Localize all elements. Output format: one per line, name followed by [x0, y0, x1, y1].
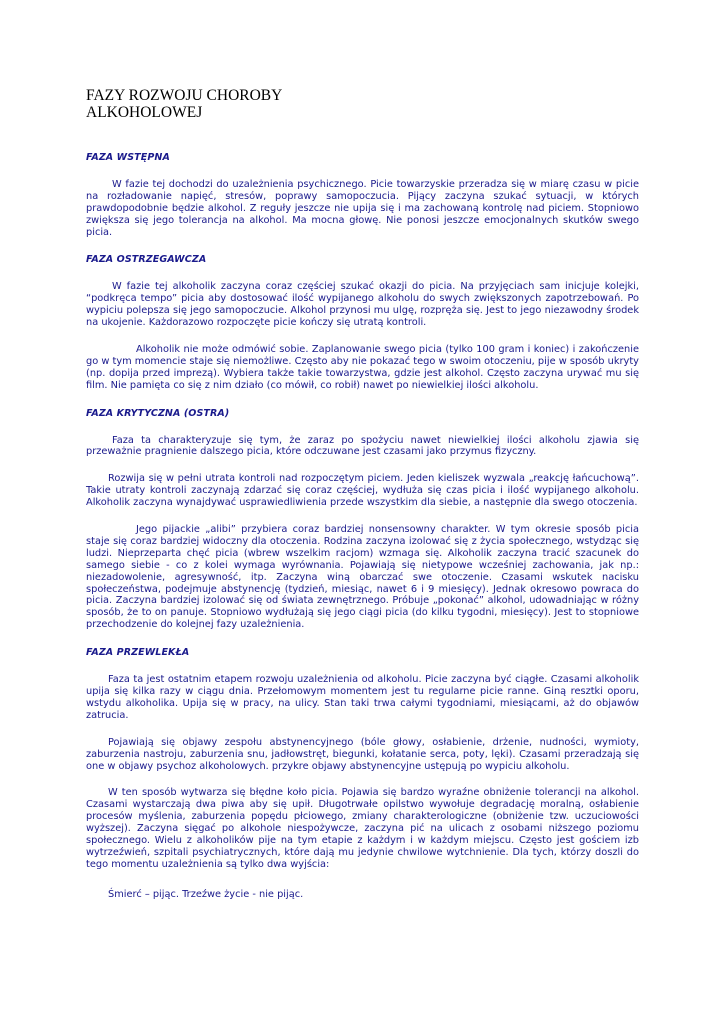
section-faza-wstepna: [86, 152, 639, 238]
document-page: [86, 87, 639, 916]
section-faza-krytyczna: [86, 408, 639, 632]
paragraph: Faza ta jest ostatnim etapem rozwoju uzależnienia od alkoholu. Picie zaczyna być ciągłe. Czasami alkoholik upija się kilka razy w ciągu dnia. Przełomowym momentem jest tu regularne picie ranne. Giną resztki oporu, wstydu alkoholika. Upija się w pracy, na ulicy. Stan taki trwa całymi tygodniami, miesiącami, aż do objawów zatrucia.: [86, 674, 639, 721]
paragraph: Rozwija się w pełni utrata kontroli nad rozpoczętym piciem. Jeden kieliszek wyzwala „reakcję łańcuchową”. Takie utraty kontroli zaczynają zdarzać się coraz częściej, wydłuża się czas picia i ilość wypijanego alkoholu. Alkoholik zaczyna wynajdywać usprawiedliwienia przede wszystkim dla siebie, a następnie dla swego otoczenia.: [86, 473, 639, 509]
paragraph: Jego pijackie „alibi” przybiera coraz bardziej nonsensowny charakter. W tym okresie sposób picia staje się coraz bardziej widoczny dla otoczenia. Rodzina zaczyna izolować się z życia społecznego, wstydząc się ludzi. Nieprzeparta chęć picia (wbrew wszelkim racjom) wzmaga się. Alkoholik zaczyna tracić szacunek do samego siebie - co z kolei wymaga wyrównania. Pojawiają się nietypowe wcześniej zachowania, jak np.: niezadowolenie, agresywność, itp. Zaczyna winą obarczać swe otoczenie. Czasami wskutek nacisku społeczeństwa, podejmuje abstynencję (tydzień, miesiąc, nawet 6 i 9 miesięcy). Jednak okresowo powraca do picia. Zaczyna bardziej izolować się od świata zewnętrznego. Próbuje „pokonać” alkohol, udowadniając w różny sposób, że to on panuje. Stopniowo wydłużają się jego ciągi picia (do kilku tygodni, miesięcy). Jest to stopniowe przechodzenie do kolejnej fazy uzależnienia.: [86, 524, 639, 631]
section-heading: FAZA KRYTYCZNA (OSTRA): [86, 407, 230, 419]
section-faza-ostrzegawcza: [86, 254, 639, 391]
paragraph: W fazie tej dochodzi do uzależnienia psychicznego. Picie towarzyskie przeradza się w miarę czasu w picie na rozładowanie napięć, stresów, poprawy samopoczucia. Pijący zaczyna szukać sytuacji, w których prawdopodobnie będzie alkohol. Z reguły jeszcze nie upija się i ma zachowaną kontrolę nad piciem. Stopniowo zwiększa się jego tolerancja na alkohol. Ma mocna głowę. Nie ponosi jeszcze emocjonalnych skutków swego picia.: [86, 178, 639, 238]
section-heading: FAZA OSTRZEGAWCZA: [86, 254, 207, 266]
section-heading: FAZA WSTĘPNA: [86, 152, 170, 163]
paragraph: W fazie tej alkoholik zaczyna coraz częściej szukać okazji do picia. Na przyjęciach sam inicjuje kolejki, “podkręca tempo” picia aby dostosować ilość wypijanego alkoholu do swych zwiększonych zapotrzebowań. Po wypiciu polepsza się jego samopoczucie. Alkohol przynosi mu ulgę, rozpręża się. Jest to jego niezawodny środek na ukojenie. Każdorazowo rozpoczęte picie kończy się utratą kontroli.: [86, 281, 639, 329]
paragraph: W ten sposób wytwarza się błędne koło picia. Pojawia się bardzo wyraźne obniżenie tolerancji na alkohol. Czasami wystarczają dwa piwa aby się upił. Długotrwałe opilstwo wywołuje degradację moralną, osłabienie procesów myślenia, zaburzenia popędu płciowego, zmiany charakterologiczne (obniżenie tzw. uczuciowości wyższej). Zaczyna sięgać po alkohole niespożywcze, zaczyna pić na ulicach z osobami niższego poziomu społecznego. Wielu z alkoholików pije na tym etapie z każdym i w każdym miejscu. Często jest gościem izb wytrzeźwień, szpitali psychiatrycznych, które dają mu jedynie chwilowe wytchnienie. Dla tych, którzy doszli do tego momentu uzależnienia są tylko dwa wyjścia:: [86, 787, 639, 870]
paragraph: Alkoholik nie może odmówić sobie. Zaplanowanie swego picia (tylko 100 gram i koniec) i zakończenie go w tym momencie staje się niemożliwe. Często aby nie pokazać tego w swoim otoczeniu, pije w sposób ukryty (np. dopija przed imprezą). Wybiera także takie towarzystwa, gdzie jest alkohol. Często zaczyna urywać mu się film. Nie pamięta co się z nim działo (co mówił, co robił) nawet po niewielkiej ilości alkoholu.: [86, 343, 639, 391]
paragraph: Faza ta charakteryzuje się tym, że zaraz po spożyciu nawet niewielkiej ilości alkoholu zjawia się przeważnie pragnienie dalszego picia, które odczuwane jest czasami jako przymus fizyczny.: [86, 434, 639, 458]
closing-line: Śmierć – pijąc. Trzeźwe życie - nie pijąc.: [108, 888, 304, 900]
document-title: FAZY ROZWOJU CHOROBY ALKOHOLOWEJ: [86, 87, 282, 121]
paragraph: Pojawiają się objawy zespołu abstynencyjnego (bóle głowy, osłabienie, drżenie, nudności, wymioty, zaburzenia nastroju, zaburzenia snu, jadłowstręt, biegunki, kołatanie serca, poty, lęki). Czasami przeradzają się one w objawy psychoz alkoholowych. przykre objawy abstynencyjne ustępują po wypiciu alkoholu.: [86, 736, 639, 772]
section-heading: FAZA PRZEWLEKŁA: [86, 647, 190, 659]
section-faza-przewlekla: [86, 647, 639, 901]
